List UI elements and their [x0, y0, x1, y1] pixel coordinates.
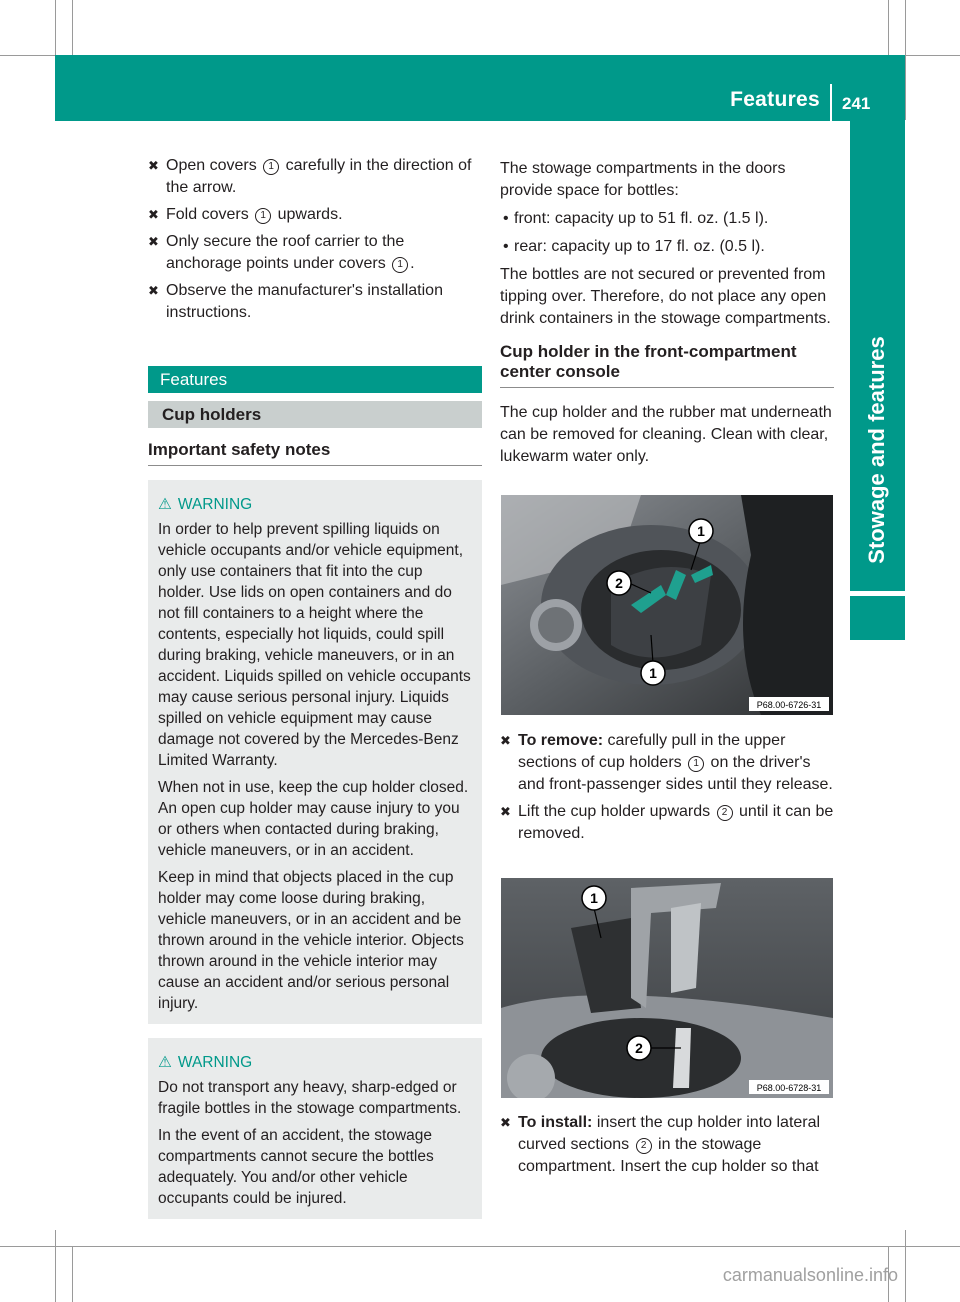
- step-lift: ✖ Lift the cup holder upwards 2 until it can be removed.: [500, 803, 834, 842]
- step-arrow-icon: ✖: [500, 804, 511, 819]
- side-chapter-tab: [850, 596, 905, 640]
- warning-paragraph: In order to help prevent spilling liquids on vehicle occupants and/or vehicle equipment, only use containers that fit into the cup holder. Use lids on open containers and do not fill containers to a height where the contents, especially hot liquids, could spill during braking, vehicle maneuvers, or in an accident. Liquids spilled on vehicle occupants may cause serious personal injury. Liquids spilled on vehicle equipment may cause damage not covered by the Mercedes-Benz Limited Warranty.: [158, 521, 471, 769]
- figure-callout: 1: [697, 523, 705, 539]
- callout-marker: 1: [392, 257, 408, 273]
- step-observe-instructions: ✖ Observe the manufacturer's installation instructions.: [148, 282, 443, 321]
- callout-marker: 1: [688, 756, 704, 772]
- figure-cup-holder-lift: [501, 878, 833, 1098]
- warning-icon: ⚠: [158, 496, 172, 513]
- subsection-band: Cup holders: [148, 401, 482, 428]
- step-open-covers: ✖ Open covers 1 carefully in the direction of the arrow.: [148, 157, 472, 196]
- figure-callout: 2: [615, 575, 623, 591]
- crop-mark: [905, 0, 906, 120]
- left-column: [148, 155, 482, 1219]
- step-arrow-icon: ✖: [148, 283, 159, 298]
- heading-safety-notes: Important safety notes: [148, 440, 482, 466]
- warning-box: [148, 480, 482, 1024]
- step-arrow-icon: ✖: [500, 733, 511, 748]
- right-steps-block: [500, 730, 834, 850]
- step-arrow-icon: ✖: [148, 158, 159, 173]
- figure-code: P68.00-6726-31: [756, 700, 822, 710]
- crop-mark: [905, 1230, 906, 1302]
- figure-callout: 1: [649, 665, 657, 681]
- figure-cup-holder-removal: [501, 495, 833, 715]
- warning-icon: ⚠: [158, 1054, 172, 1071]
- crop-mark: [72, 0, 73, 55]
- page-number: 241: [842, 94, 871, 113]
- step-install: ✖ To install: insert the cup holder into lateral curved sections 2 in the stowage compartment. Insert the cup holder so that: [500, 1114, 821, 1175]
- warning-paragraph: In the event of an accident, the stowage compartments cannot secure the bottles adequately. You and/or other vehicle occupants could be injured.: [158, 1127, 434, 1207]
- list-item: • front: capacity up to 51 fl. oz. (1.5 l).: [503, 210, 769, 227]
- cup-holder-lift-illustration: [501, 878, 833, 1098]
- callout-marker: 1: [255, 208, 271, 224]
- step-arrow-icon: ✖: [500, 1115, 511, 1130]
- removal-note: The cup holder and the rubber mat underneath can be removed for cleaning. Clean with clear, lukewarm water only.: [500, 404, 832, 465]
- header-section-title: Features: [730, 88, 820, 111]
- crop-mark: [888, 0, 889, 55]
- figure-callout: 2: [635, 1040, 643, 1056]
- right-column: [500, 158, 834, 474]
- figure-code: P68.00-6728-31: [756, 1083, 822, 1093]
- watermark: carmanualsonline.info: [722, 1265, 898, 1285]
- right-install-block: [500, 1112, 834, 1183]
- cup-holder-illustration: [501, 495, 833, 715]
- warning-box: [148, 1038, 482, 1219]
- crop-mark: [72, 1246, 73, 1302]
- warning-paragraph: Do not transport any heavy, sharp-edged or fragile bottles in the stowage compartments.: [158, 1079, 462, 1117]
- crop-mark: [55, 1230, 56, 1302]
- step-arrow-icon: ✖: [148, 234, 159, 249]
- header-divider: [830, 84, 832, 121]
- warning-title: WARNING: [177, 496, 253, 513]
- step-fold-covers: ✖ Fold covers 1 upwards.: [148, 204, 482, 226]
- warning-paragraph: Keep in mind that objects placed in the cup holder may come loose during braking, vehicle maneuvers, or in an accident and be thrown around in the vehicle interior. Objects thrown around in the vehicle interior may cause an accident and/or serious personal injury.: [158, 869, 464, 1012]
- section-band: Features: [148, 366, 482, 393]
- step-secure-roof-carrier: ✖ Only secure the roof carrier to the anchorage points under covers 1 .: [148, 233, 415, 272]
- step-remove: ✖ To remove: carefully pull in the upper sections of cup holders 1 on the driver's and front-passenger sides until they release.: [500, 732, 833, 793]
- callout-marker: 2: [717, 805, 733, 821]
- warning-title: WARNING: [177, 1054, 253, 1071]
- list-item: • rear: capacity up to 17 fl. oz. (0.5 l).: [503, 238, 765, 255]
- bottles-note: The bottles are not secured or prevented from tipping over. Therefore, do not place any open drink containers in the stowage compartments.: [500, 266, 831, 327]
- callout-marker: 1: [263, 159, 279, 175]
- warning-paragraph: When not in use, keep the cup holder closed. An open cup holder may cause injury to you or others when contacted during braking, vehicle maneuvers, or in an accident.: [158, 779, 469, 859]
- heading-cup-holder: Cup holder in the front-compartment center console: [500, 342, 834, 388]
- figure-callout: 1: [590, 890, 598, 906]
- stowage-intro: The stowage compartments in the doors provide space for bottles:: [500, 160, 786, 199]
- crop-mark: [0, 1246, 960, 1247]
- step-arrow-icon: ✖: [148, 207, 159, 222]
- callout-marker: 2: [636, 1138, 652, 1154]
- side-chapter-label: Stowage and features: [864, 336, 889, 564]
